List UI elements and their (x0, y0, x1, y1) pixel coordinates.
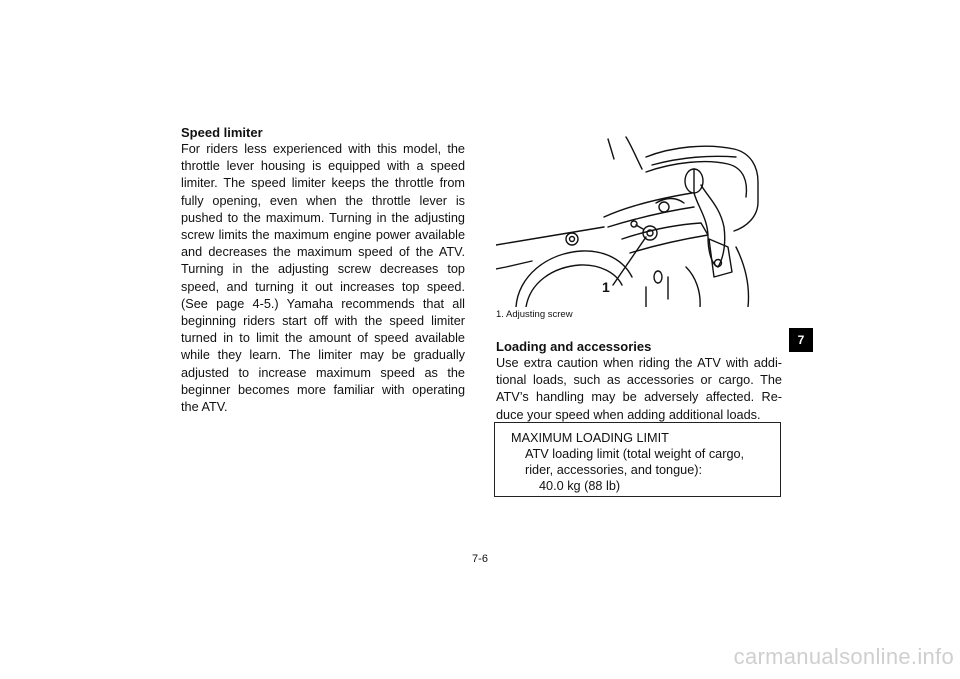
chapter-tab: 7 (789, 328, 813, 352)
loading-limit-title: MAXIMUM LOADING LIMIT (511, 431, 669, 445)
figure-caption: 1. Adjusting screw (496, 309, 573, 320)
loading-accessories-section (496, 338, 782, 424)
loading-limit-description: ATV loading limit (total weight of cargo, rider, accessories, and tongue): (525, 447, 745, 477)
adjusting-screw-illustration (496, 127, 782, 307)
loading-limit-value: 40.0 kg (88 lb) (539, 479, 621, 493)
loading-accessories-heading: Loading and accessories (496, 339, 652, 354)
watermark: carmanualsonline.info (733, 644, 954, 669)
loading-limit-box (494, 422, 781, 497)
speed-limiter-section (181, 124, 465, 416)
speed-limiter-heading: Speed limiter (181, 125, 263, 140)
callout-number: 1 (602, 279, 610, 295)
loading-accessories-paragraph: Use extra caution when riding the ATV with additional loads, such as accessories or cargo. The ATV’s handling may be adversely affected. Reduce your speed when adding additional loads. (496, 356, 782, 422)
page-number: 7-6 (472, 553, 488, 565)
speed-limiter-paragraph: For riders less experienced with this model, the throttle lever housing is equipped with a speed limiter. The speed limiter keeps the throttle from fully opening, even when the throttle lever is pushed to the maximum. Turning in the adjusting screw limits the maximum engine power available and decreases the maximum speed of the ATV. Turning in the adjusting screw decreases top speed, and turning it out increases top speed. (See page 4-5.) Yamaha recommends that all beginning riders start off with the speed limiter turned in to limit the amount of speed available while they learn. The limiter may be gradually adjusted to increase maximum speed as the beginner becomes more familiar with operating the ATV. (181, 142, 465, 415)
